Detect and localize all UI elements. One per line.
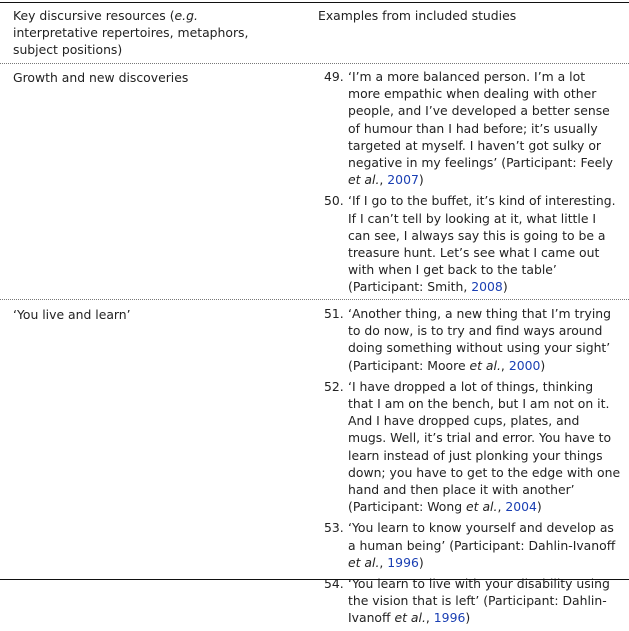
header-col1	[13, 7, 303, 58]
citation-year-link[interactable]: 2008	[471, 279, 503, 295]
header-col1-line3: subject positions)	[13, 42, 123, 57]
quote-text: ‘You learn to know yourself and develop as a human being’ (Participant: Dahlin-Ivanoff	[348, 520, 616, 553]
citation-year-link[interactable]: 2000	[508, 357, 541, 373]
quote-item	[318, 378, 621, 516]
header-col2: Examples from included studies	[318, 8, 517, 23]
quote-close: )	[536, 499, 542, 515]
quote-list	[318, 305, 621, 631]
quote-close: )	[418, 554, 424, 570]
quote-sep: ,	[463, 279, 472, 295]
quote-sep: ,	[425, 610, 434, 626]
quote-text: ‘I’m a more balanced person. I’m a lot more empathic when dealing with other people, and I’ve developed a better sense of humour than I had before; it’s usually targeted at myself. I haven’t got sulky or negative in my feelings’ (Participant: Feely	[348, 69, 613, 171]
citation-year-link[interactable]: 1996	[433, 610, 466, 626]
quote-text: ‘If I go to the buffet, it’s kind of interesting. If I can’t tell by looking at it, what little I can see, I always say this is going to be a treasure hunt. Let’s see what I came out with when I get back to the table’ (Participant: Smith	[348, 193, 616, 295]
quote-etal: et al.	[348, 554, 380, 570]
quote-number: 53.	[324, 520, 344, 536]
quote-text: ‘I have dropped a lot of things, thinking that I am on the bench, but I am not on it. And I have dropped cups, plates, and mugs. Well, it’s trial and error. You have to learn instead of just plonking your things down; you have to get to the edge with one hand and then place it with another’ (Participant: Wong	[348, 378, 621, 515]
citation-year-link[interactable]: 2007	[387, 172, 419, 188]
quote-etal: et al.	[466, 499, 498, 515]
quote-number: 49.	[324, 69, 344, 84]
quote-close: )	[540, 357, 546, 373]
quote-item	[318, 305, 621, 374]
quote-item	[318, 519, 621, 571]
quote-close: )	[502, 279, 508, 295]
quote-etal: et al.	[348, 172, 380, 188]
table-top-rule	[0, 2, 629, 3]
quote-number: 52.	[324, 378, 344, 394]
header-col1-line2: interpretative repertoires, metaphors,	[13, 25, 249, 40]
citation-year-link[interactable]: 1996	[387, 554, 419, 570]
header-col1-pre: Key discursive resources (	[13, 8, 175, 23]
table-bottom-rule	[0, 579, 629, 580]
quote-number: 51.	[324, 306, 344, 321]
quote-text: ‘You learn to live with your disability using the vision that is left’ (Participant: Dahlin-Ivanoff	[348, 576, 610, 626]
row-divider	[0, 299, 629, 300]
quote-number: 54.	[324, 576, 344, 592]
citation-year-link[interactable]: 2004	[505, 499, 537, 515]
row-theme: Growth and new discoveries	[13, 70, 189, 85]
header-col1-line1	[13, 7, 303, 24]
quote-item	[318, 68, 621, 188]
quote-text: ‘Another thing, a new thing that I’m trying to do now, is to try and find ways around doing something without using your sight’ (Participant: Moore	[348, 306, 612, 373]
quote-list	[318, 68, 621, 300]
quote-close: )	[418, 172, 424, 188]
quote-number: 50.	[324, 193, 344, 209]
header-divider	[0, 63, 629, 64]
quote-etal: et al.	[469, 357, 501, 373]
quote-sep: ,	[379, 172, 388, 188]
quote-sep: ,	[379, 554, 388, 570]
quote-sep: ,	[497, 499, 506, 515]
quote-etal: et al.	[394, 610, 426, 626]
quote-sep: ,	[500, 357, 509, 373]
row-theme: ‘You live and learn’	[13, 307, 131, 322]
quote-close: )	[465, 610, 471, 626]
header-col1-eg: e.g.	[174, 8, 198, 23]
quote-item	[318, 192, 621, 295]
